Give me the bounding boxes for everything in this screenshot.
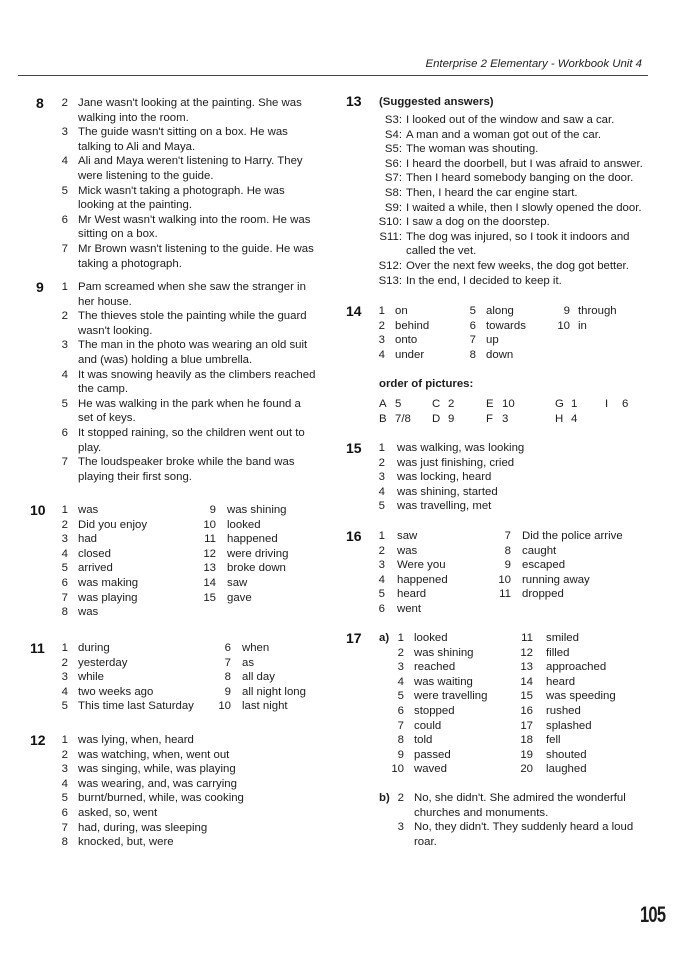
item-answer-continued: talking to Ali and Maya. [78,140,196,153]
item-answer: towards [486,319,526,332]
item-answer: Mick wasn't taking a photograph. He was [78,184,285,197]
item-answer: two weeks ago [78,685,154,698]
item-answer: Over the next few weeks, the dog got better. [406,260,629,272]
picture-position: 9 [448,412,455,425]
item-number: 7 [469,334,476,347]
item-answer: all night long [242,685,306,698]
item-number: 5 [61,792,68,805]
item-number: 6 [397,705,404,717]
item-answer: Did the police arrive [522,530,623,542]
item-answer: was just finishing, cried [397,456,515,469]
item-number: 2 [61,748,68,761]
item-answer: on [395,305,408,317]
item-answer: It was snowing heavily as the climbers reached [78,368,316,381]
item-number: 10 [498,573,511,586]
item-number: 16 [520,705,533,717]
item-answer: He was walking in the park when he found a [78,397,301,410]
item-number: 4 [378,348,385,361]
item-number: 7 [224,656,231,669]
item-answer: The dog was injured, so I took it indoors and [406,230,630,243]
exercise-number-9: 9 [36,279,44,295]
item-number: 9 [504,559,511,572]
item-answer: was travelling, met [397,500,492,513]
exercise-number-13: 13 [346,93,362,109]
item-answer: happened [227,533,278,546]
item-number: 9 [397,748,404,761]
header-rule [18,75,648,76]
item-answer: was [397,544,418,557]
item-answer: last night [242,700,288,713]
item-number: S11: [379,230,402,243]
item-answer: through [578,305,617,317]
item-number: 1 [61,504,68,516]
item-answer: No, she didn't. She admired the wonderful [414,792,626,804]
item-answer: were driving [227,547,289,560]
item-number: 5 [61,700,68,713]
item-answer: went [397,603,422,615]
item-number: 2 [397,646,404,659]
item-answer: was shining [227,504,287,516]
item-answer: It stopped raining, so the children went out to [78,427,305,439]
item-answer: heard [546,675,576,688]
item-number: 9 [563,305,570,317]
item-number: 3 [61,533,68,546]
item-number: 3 [378,334,385,347]
item-number: 10 [557,319,570,332]
item-answer: fell [546,734,561,747]
item-answer: all day [242,671,275,684]
item-number: 5 [397,690,404,703]
item-answer: happened [397,573,448,586]
item-answer: The guide wasn't sitting on a box. He was [78,126,288,139]
item-answer: was singing, while, was playing [78,763,236,776]
item-number: 4 [397,675,404,688]
item-answer: Mr West wasn't walking into the room. He was [78,213,311,226]
item-answer: was walking, was looking [397,442,525,454]
item-number: 7 [504,530,511,542]
picture-letter: C [432,398,441,410]
item-answer: as [242,656,255,669]
picture-position: 4 [571,412,578,425]
item-number: 8 [61,606,68,619]
item-answer: waved [414,763,447,776]
item-number: 12 [520,646,533,659]
item-answer: In the end, I decided to keep it. [406,274,562,287]
item-answer: Jane wasn't looking at the painting. She was [78,97,302,109]
part-label-a: a) [379,632,390,644]
item-answer: escaped [522,559,566,572]
item-number: 2 [378,319,385,332]
item-number: 3 [378,471,385,484]
item-answer: arrived [78,562,113,575]
picture-letter: E [486,398,494,410]
item-answer: was speeding [546,690,616,703]
item-number: 1 [61,642,68,654]
item-answer: caught [522,544,557,557]
item-number: 1 [61,281,68,293]
item-answer-continued: were listening to the guide. [78,170,214,182]
item-answer-continued: and (was) holding a blue umbrella. [78,354,253,366]
picture-position: 3 [502,412,509,425]
item-number: S12: [378,260,402,272]
item-answer: Were you [397,559,446,572]
item-number: 2 [378,456,385,469]
item-answer: yesterday [78,656,128,669]
item-answer-continued: walking into the room. [78,111,189,124]
item-number: 11 [521,632,533,644]
item-number: 5 [61,562,68,575]
item-number: 14 [203,577,216,589]
item-answer: passed [414,748,451,761]
item-number: 1 [378,442,385,454]
exercise-number-17: 17 [346,630,362,646]
exercise-number-10: 10 [30,502,46,518]
item-answer: reached [414,661,456,674]
item-number: 19 [520,748,533,761]
item-answer-continued: the camp. [78,383,129,396]
item-number: 4 [61,155,68,168]
item-answer: in [578,319,587,332]
page-header [0,56,700,78]
item-number: 8 [61,836,68,849]
item-number: 13 [520,661,533,674]
item-answer-continued: playing their first song. [78,470,192,483]
item-number: 2 [61,656,68,669]
item-number: 3 [378,559,385,572]
item-answer: dropped [522,588,564,601]
item-answer: saw [397,530,418,542]
item-answer: was [78,504,99,516]
item-number: 4 [61,777,68,790]
item-number: 7 [397,719,404,732]
item-number: 2 [61,310,68,323]
item-answer: splashed [546,719,592,732]
item-answer: when [242,642,270,654]
item-number: 7 [61,456,68,469]
item-number: 5 [378,588,385,601]
item-answer: along [486,305,514,317]
item-number: 4 [61,685,68,698]
exercise-number-15: 15 [346,440,362,456]
item-answer: laughed [546,763,587,776]
item-number: S3: [384,114,402,126]
item-number: S10: [378,216,402,229]
item-answer: No, they didn't. They suddenly heard a loud [414,821,634,834]
item-answer: Pam screamed when she saw the stranger in [78,281,306,293]
item-answer: behind [395,319,430,332]
item-number: S13: [378,274,402,287]
item-number: 4 [378,485,385,498]
picture-letter: H [555,412,564,425]
picture-position: 5 [395,398,402,410]
item-number: 2 [61,97,68,109]
item-number: 11 [499,588,511,601]
item-answer: heard [397,588,427,601]
item-answer: told [414,734,433,747]
item-answer: Ali and Maya weren't listening to Harry. They [78,155,303,168]
item-answer: called the vet. [406,245,477,258]
item-answer: while [78,671,104,684]
item-answer-continued: churches and monuments. [414,806,549,819]
item-number: 2 [378,544,385,557]
item-answer: was playing [78,591,138,604]
item-answer: looked [414,632,448,644]
item-answer: I waited a while, then I slowly opened the door. [406,201,642,214]
item-number: 14 [520,675,533,688]
item-answer-continued: wasn't looking. [78,324,153,337]
picture-letter: I [605,398,609,410]
item-answer: Did you enjoy [78,518,148,531]
picture-letter: B [379,412,387,425]
exercise-number-8: 8 [36,95,44,111]
item-answer: was lying, when, heard [78,734,194,746]
item-answer: asked, so, went [78,807,158,819]
item-number: 1 [61,734,68,746]
item-answer-continued: looking at the painting. [78,199,192,212]
item-number: 12 [203,547,216,560]
item-answer: approached [546,661,607,674]
item-answer: had, during, was sleeping [78,821,208,834]
part-label-b: b) [379,792,390,804]
item-number: 15 [520,690,533,703]
item-answer-continued: play. [78,441,102,454]
item-answer-continued: her house. [78,295,132,308]
item-answer: A man and a woman got out of the car. [406,128,602,141]
item-number: S5: [384,143,402,156]
picture-letter: A [379,398,387,410]
item-answer: broke down [227,562,286,575]
item-number: 8 [504,544,511,557]
picture-letter: D [432,412,441,425]
item-number: 2 [397,792,404,804]
item-number: 3 [61,126,68,139]
picture-position: 2 [448,398,455,410]
item-number: S7: [384,172,402,185]
item-number: 6 [378,603,385,615]
exercise-number-16: 16 [346,528,362,544]
item-number: 1 [378,305,385,317]
item-number: 1 [378,530,385,542]
item-number: 6 [61,213,68,226]
item-number: 11 [204,533,216,546]
item-number: 15 [203,591,216,604]
item-answer: rushed [546,705,581,717]
item-answer: onto [395,334,418,347]
item-answer: was waiting [414,675,473,688]
item-number: 10 [218,700,231,713]
item-number: 8 [224,671,231,684]
item-number: 4 [61,368,68,381]
item-number: 3 [61,339,68,352]
item-number: 8 [397,734,404,747]
item-number: 3 [397,661,404,674]
item-answer: burnt/burned, while, was cooking [78,792,244,805]
item-answer: The woman was shouting. [406,143,539,156]
item-answer: The loudspeaker broke while the band was [78,456,295,469]
item-number: 7 [61,591,68,604]
item-answer: The thieves stole the painting while the guard [78,310,307,323]
exercise-number-11: 11 [30,640,45,656]
item-answer: was shining, started [397,485,498,498]
item-number: 9 [209,504,216,516]
section-heading: (Suggested answers) [379,96,494,108]
picture-position: 6 [622,398,629,410]
item-answer: had [78,533,98,546]
item-number: 13 [203,562,216,575]
item-answer-continued: roar. [414,835,437,848]
item-number: 3 [397,821,404,834]
item-answer-continued: set of keys. [78,412,136,425]
section-heading: order of pictures: [379,378,474,390]
item-number: 7 [61,821,68,834]
item-number: 5 [469,305,476,317]
item-answer: The man in the photo was wearing an old suit [78,339,308,352]
item-answer: under [395,348,425,361]
item-answer-continued: sitting on a box. [78,228,158,241]
item-answer: This time last Saturday [78,700,194,713]
picture-position: 10 [502,398,515,410]
item-answer: smiled [546,632,579,644]
item-answer: up [486,334,499,347]
item-number: 4 [378,573,385,586]
item-number: 6 [61,577,68,589]
item-answer: was wearing, and, was carrying [78,777,237,790]
item-answer: was watching, when, went out [78,748,230,761]
item-number: 6 [61,807,68,819]
exercise-number-14: 14 [346,303,362,319]
item-number: 5 [378,500,385,513]
item-answer: was shining [414,646,474,659]
item-answer: closed [78,547,111,560]
item-answer: stopped [414,705,455,717]
item-number: 17 [520,719,533,732]
item-number: 10 [391,763,404,776]
picture-position: 1 [571,398,578,410]
exercise-number-12: 12 [30,732,46,748]
item-number: 1 [397,632,404,644]
item-answer: I heard the doorbell, but I was afraid to answer. [406,157,643,170]
item-answer: I saw a dog on the doorstep. [406,216,550,229]
item-number: 5 [61,397,68,410]
item-number: 7 [61,243,68,255]
item-number: 3 [61,671,68,684]
item-answer: Then I heard somebody banging on the door. [406,172,634,185]
item-number: 10 [203,518,216,531]
item-answer: was locking, heard [397,471,492,484]
item-answer: Then, I heard the car engine start. [406,187,578,199]
item-answer: saw [227,577,248,589]
item-number: 4 [61,547,68,560]
item-number: 9 [224,685,231,698]
item-answer: Mr Brown wasn't listening to the guide. He was [78,243,314,255]
item-answer: gave [227,591,252,604]
item-answer: shouted [546,748,587,761]
item-number: S8: [384,187,402,199]
item-number: S4: [384,128,402,141]
item-number: 2 [61,518,68,531]
item-answer: looked [227,518,261,531]
item-answer: filled [546,646,570,659]
item-answer: knocked, but, were [78,836,174,849]
picture-letter: G [555,398,564,410]
item-answer: was [78,606,99,619]
item-number: 6 [224,642,231,654]
item-number: 8 [469,348,476,361]
item-answer: running away [522,573,590,586]
item-answer: could [414,719,442,732]
item-answer: during [78,642,110,654]
picture-position: 7/8 [395,412,411,425]
picture-letter: F [486,412,493,425]
item-number: 5 [61,184,68,197]
item-number: 18 [520,734,533,747]
item-number: S9: [384,201,402,214]
item-answer-continued: taking a photograph. [78,257,182,270]
item-answer: I looked out of the window and saw a car. [406,114,615,126]
item-answer: were travelling [414,690,488,703]
item-answer: down [486,348,514,361]
item-number: S6: [384,157,402,170]
item-number: 3 [61,763,68,776]
item-number: 20 [520,763,533,776]
page-number: 105 [640,902,666,927]
item-answer: was making [78,577,139,589]
header-title: Enterprise 2 Elementary - Workbook Unit 4 [425,58,642,70]
item-number: 6 [61,427,68,439]
item-number: 6 [469,319,476,332]
